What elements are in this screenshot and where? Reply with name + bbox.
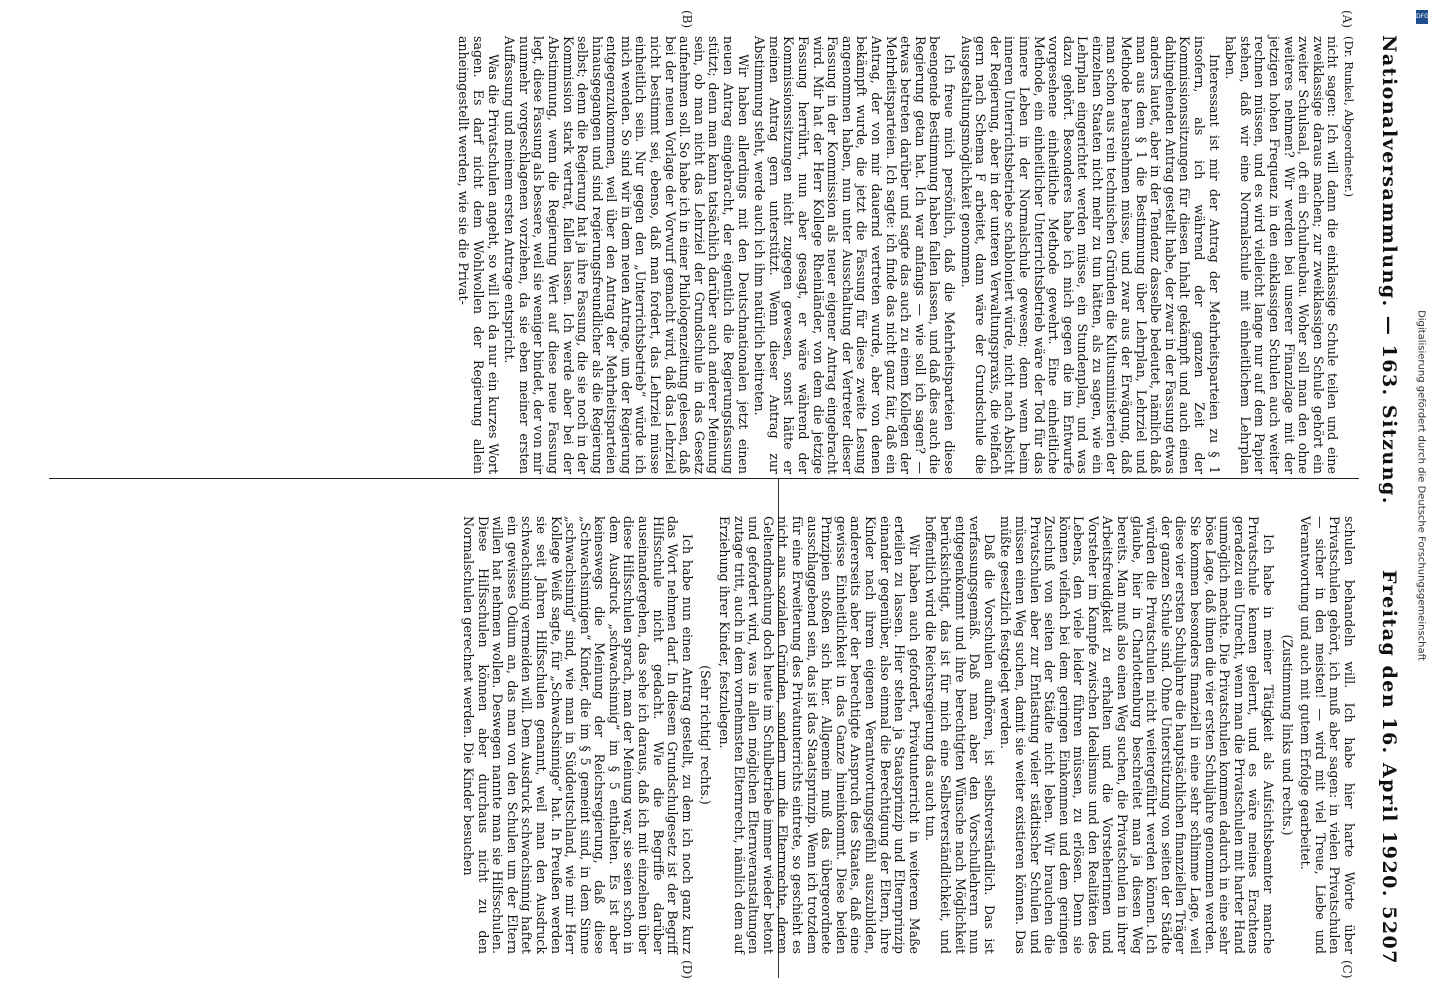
left-paragraph: Was die Privatschulen angeht, so will ich da nur ein kurzes Wort sagen. Es darf nicht dem Wohlwollen der Regierung allein anheimgestellt werden, wie sie die Privat- <box>456 36 501 474</box>
left-paragraph: Wir haben allerdings mit den Deutschnationalen jetzt einen neuen Antrag eingebracht, der eigentlich die Regierungsfassung stützt; denn man kann tatsächlich darüber auch anderer Meinung sein, ob man nicht das Lehrziel der Grundschule in das Gesetz aufnehmen soll. So habe ich in einer Philologenzeitung gelesen, daß bei der neuen Vorlage der Vorwurf gemacht wird, daß das Lehrziel nicht bestimmt sei, ebenso, daß man fordert, das Lehrziel müsse einheitlich sein. Nur gegen den „Unterrichtsbetrieb“ würde ich mich wenden. So sind wir in dem neuen Antrage, um der Regierung entgegenzukommen, weil über den Antrag der Mehrheitsparteien hinausgegangen und sind regierungsfreundlicher als die Regierung selbst; denn die Regierung hat ja ihre Fassung, die sie noch in der Kommission stark vertrat, fallen lassen. Ich werde aber bei der Abstimmung, wenn die Regierung Wert auf diese neue Fassung legt, diese Fassung als bessere, weil sie weniger bindet, der von mir nunmehr vorgeschlagenen vorziehen, da sie eben meiner ersten Auffassung und meinem ersten Antrage entspricht. <box>502 36 751 474</box>
right-paragraph: Ich habe in meiner Tätigkeit als Aufsichtsbeamter manche Privatschule kennen gelernt, und es wäre meines Erachtens geradezu ein Unrecht, wenn man die Privatschulen mit harter Hand unmöglich machte. Die Privatschulen kommen dadurch in eine sehr böse Lage, daß ihnen die vier ersten Schuljahre genommen werden. Sie kommen besonders finanziell in eine sehr schlimme Lage, weil diese vier ersten Schuljahre die hauptsächlichen finanziellen Träger der ganzen Schule sind. Ohne Unterstützung von seiten der Städte würden die Privatschulen nicht weitergeführt werden können. Ich glaube, hier in Charlottenburg beschreitet man ja diesen Weg bereits. Man muß also einen Weg suchen, die Privatschulen in ihrer Arbeitsfreudigkeit zu erhalten und die Vorsteherinnen und Vorsteher im Kampfe zwischen Idealismus und den Realitäten des Lebens, den viele leider führen müssen, zu erlösen. Denn sie können vielfach bei dem geringen Einkommen und dem geringen Zuschuß von seiten der Städte nicht leben. Wir brauchen die Privatschulen aber zur Entlastung vieler städtischer Schulen und müssen einen Weg suchen, damit sie weiter existieren können. Das müßte gesetzlich festgelegt werden. <box>998 516 1277 954</box>
right-paragraph: Ich habe nun einen Antrag gestellt, zu dem ich noch ganz kurz das Wort nehmen darf. In diesem Grundschulgesetz ist der Begriff Hilfsschule nicht gedacht. Wie die Begriffe darüber auseinandergehen, das sehe ich daraus, daß ich mit einzelnen über diese Hilfsschulen sprach, man der Meinung war, sie seien schon in dem Ausdruck „schwachsinnig“ im § 5 enthalten. Es ist aber keineswegs die Meinung der Reichsregierung, daß diese „Schwachsinnigen“ Kinder, die im § 5 gemeint sind, in dem Sinne „schwachsinnig“ sind, wie man in Süddeutschland, wie mir Herr Kollege Weiß sagte, für „Schwachsinnige“ hat. In Preußen werden sie seit Jahren Hilfsschulen genannt, weil man den Ausdruck schwachsinnig vermeiden will. Dem Ausdruck schwachsinnig haftet ein gewisses Odium an, das man von den Schulen um der Eltern willen hat nehmen wollen. Deswegen nannte man sie Hilfsschulen. Diese Hilfsschulen können aber durchaus nicht zu den Normalschulen gerechnet werden. Die Kinder besuchen <box>460 516 695 954</box>
margin-marker-a: (A) <box>1340 10 1354 29</box>
margin-marker-c: (C) <box>1340 960 1354 979</box>
column-divider <box>49 478 1359 479</box>
speaker-label: (Dr. Runkel, Abgeordneter.) <box>1342 36 1356 198</box>
interjection: (Sehr richtig! rechts.) <box>698 665 714 805</box>
digitization-note: Digitalisierung gefördert durch die Deutsche Forschungsgemeinschaft <box>1415 310 1427 661</box>
left-paragraph: nicht sagen: Ich will dann die einklassige Schule teilen und eine zweiklassige daraus machen; zur zweiklassigen Schule gehört ein zweiter Schulsaal, oft ein Schulneubau. Woher soll man den ohne weiteres nehmen? Wir werden bei unserer Finanzlage mit der jetzigen hohen Frequenz in den einklassigen Schulen auch weiter rechnen müssen, und es wird vielleicht lange nur auf dem Papier stehen, daß wir eine Normalschule mit einheitlichem Lehrplan haben. <box>1223 36 1341 474</box>
margin-marker-d: (D) <box>680 960 694 979</box>
interjection: (Zustimmung links und rechts.) <box>1279 634 1295 836</box>
dfg-logo: DFG <box>1416 10 1428 24</box>
header-left: Nationalversammlung. — 163. Sitzung. <box>1378 35 1400 505</box>
left-paragraph: Interessant ist mir der Antrag der Mehrheitsparteien zu § 1 insofern, als ich während der ganzen Zeit der Kommissionssitzungen für diesen Inhalt gekämpft und auch einen dahingehenden Antrag gestellt habe, der zwar in der Fassung etwas anders lautet, aber in der Tendenz dasselbe bedeutet, nämlich daß man aus dem § 1 die Bestimmung über Lehrplan, Lehrziel und Methode herausnehmen müsse, und zwar aus der Erwägung, daß man schon aus rein technischen Gründen die Kultusministerien der einzelnen Staaten nicht mehr zu tun hätten, als zu sagen, wie ein Lehrplan eingerichtet werden müsse, ein Stundenplan, und was dazu gehört. Besonderes habe ich mich gegen die im Entwurfe vorgesehene einheitliche Methode gewehrt. Eine einheitliche Methode, ein einheitlicher Unterrichtsbetrieb wäre der Tod für das innere Leben in der Normalschule gewesen; denn wenn beim inneren Unterrichtsbetriebe schabloniert würde, nicht nach Absicht der Regierung, aber in der unteren Verwaltungspraxis, die vielfach gern nach Schema F arbeitet, dann wäre der Grundschule die Ausgestaltungsmöglichkeit genommen. <box>958 36 1222 474</box>
margin-marker-b: (B) <box>680 10 694 29</box>
right-paragraph: schulen behandeln will. Ich habe hier harte Worte über Privatschulen gehört, ich muß aber sagen: in vielen Privatschulen — sicher in den meisten! — wird mit viel Treue, Liebe und Verantwortung und auch mit gutem Erfolge gearbeitet. <box>1298 516 1357 954</box>
right-paragraph: Wir haben auch gefordert, Privatunterricht in weiterem Maße erteilen zu lassen. Hier stehen ja Staatsprinzip und Elternprinzip einander gegenüber, also einmal die Berechtigung der Eltern, ihre Kinder nach ihrem eigenen Verantwortungsgefühl auszubilden, andererseits aber der berechtigte Anspruch des Staates, daß eine gewisse Einheitlichkeit in das Ganze hineinkommt. Diese beiden Prinzipien stoßen sich hier. Allgemein muß das übergeordnete ausschlaggebend sein, das ist das Staatsprinzip. Wenn ich trotzdem für eine Erweiterung des Privatunterrichts eintrete, so geschieht es nicht aus sozialen Gründen, sondern um die Elternrechte, deren Geltendmachung doch heute im Schulbetriebe immer wieder betont und gefordert wird, was in allen möglichen Elternveranstaltungen zutage tritt, auch in dem vornehmsten Elternrecht, nämlich dem auf Erziehung ihrer Kinder, festzulegen. <box>717 516 922 954</box>
right-paragraph: Daß die Vorschulen aufhören, ist selbstverständlich. Das ist verfassungsgemäß. Daß man aber den Vorschullehrern nun entgegenkommt und ihre berechtigten Wünsche nach Möglichkeit berücksichtigt, das ist für mich eine Selbstverständlichkeit, und hoffentlich wird die Reichsregierung das auch tun. <box>923 516 997 954</box>
left-paragraph: Ich freue mich persönlich, daß die Mehrheitsparteien diese beengende Bestimmung haben fallen lassen, und daß dies auch die Regierung getan hat. Ich war anfangs — wie soll ich sagen? — etwas betreten darüber und sagte das auch zu einem Kollegen der Mehrheitsparteien. Ich sagte: ich finde das nicht ganz fair, daß ein Antrag, der von mir dauernd vertreten wurde, aber von denen bekämpft wurde, die jetzt die Fassung für diese zweite Lesung angenommen haben, nun unter Ausschaltung der Vertreter dieser Fassung in der Kommission als neuer eigener Antrag eingebracht wird. Mir hat der Herr Kollege Rheinländer, von dem die jetzige Fassung herrührt, nun aber gesagt, er wäre während der Kommissionssitzungen nicht zugegen gewesen, sonst hätte er meinen Antrag gern unterstützt. Wenn dieser Antrag zur Abstimmung steht, werde auch ich ihm natürlich beitreten. <box>752 36 957 474</box>
side-strip <box>1416 10 1428 990</box>
header-right: Freitag den 16. April 1920. 5207 <box>1378 569 1400 965</box>
page-header <box>1374 35 1400 965</box>
left-column <box>454 36 1356 474</box>
right-column <box>458 516 1356 954</box>
